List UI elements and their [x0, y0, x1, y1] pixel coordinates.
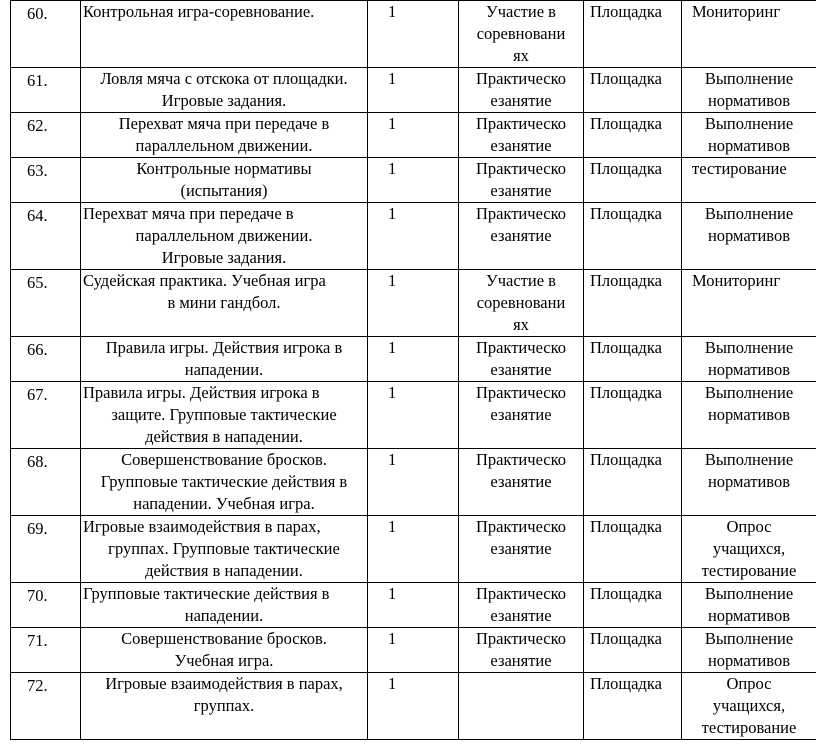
control-form-line: нормативов — [707, 651, 791, 670]
topic-line: действия в нападении. — [145, 427, 303, 446]
hours-cell — [368, 382, 459, 449]
lesson-form-line: езанятие — [490, 226, 552, 245]
table-row — [11, 516, 816, 583]
topic-line: Игровые задания. — [161, 91, 287, 110]
lesson-form-line: Практическо — [475, 584, 567, 603]
lesson-form-cell — [459, 203, 584, 270]
row-number: 61. — [27, 71, 48, 90]
hours-value: 1 — [388, 271, 397, 290]
place-value: Площадка — [590, 69, 662, 88]
control-form-line: Выполнение — [704, 450, 794, 469]
row-number: 60. — [27, 4, 48, 23]
hours-value: 1 — [388, 383, 397, 402]
topic-line: Контрольные нормативы — [136, 159, 312, 178]
row-number-cell — [11, 113, 81, 158]
place-value: Площадка — [590, 450, 662, 469]
table-row — [11, 68, 816, 113]
lesson-form-line: ях — [513, 315, 529, 334]
control-form-line: Выполнение — [704, 629, 794, 648]
topic-cell — [81, 158, 368, 203]
row-number-cell — [11, 68, 81, 113]
row-number-cell — [11, 382, 81, 449]
place-cell — [584, 449, 682, 516]
lesson-form-line: Практическо — [475, 450, 567, 469]
hours-value: 1 — [388, 114, 397, 133]
control-form-cell — [682, 449, 816, 516]
lesson-form-line: Практическо — [475, 69, 567, 88]
topic-cell — [81, 203, 368, 270]
lesson-form-line: ях — [513, 46, 529, 65]
control-form-line: тестирование — [692, 159, 787, 178]
lesson-form-line: езанятие — [490, 91, 552, 110]
place-cell — [584, 158, 682, 203]
topic-line: в мини гандбол. — [167, 293, 281, 312]
topic-line: Игровые взаимодействия в парах, — [105, 674, 343, 693]
control-form-cell — [682, 628, 816, 673]
lesson-form-cell — [459, 270, 584, 337]
lesson-plan-table — [10, 0, 816, 740]
topic-line: группах. Групповые тактические — [108, 539, 340, 558]
lesson-form-line: езанятие — [490, 539, 552, 558]
control-form-cell — [682, 68, 816, 113]
lesson-form-line: Практическо — [475, 629, 567, 648]
hours-cell — [368, 583, 459, 628]
topic-line: параллельном движении. — [135, 136, 313, 155]
topic-cell — [81, 628, 368, 673]
control-form-line: тестирование — [701, 718, 797, 737]
control-form-line: Выполнение — [704, 69, 794, 88]
hours-cell — [368, 270, 459, 337]
hours-cell — [368, 1, 459, 68]
lesson-form-line: езанятие — [490, 651, 552, 670]
lesson-plan-container — [10, 0, 816, 740]
hours-cell — [368, 628, 459, 673]
control-form-line: тестирование — [701, 561, 797, 580]
lesson-form-cell — [459, 68, 584, 113]
control-form-line: нормативов — [707, 226, 791, 245]
control-form-line: учащихся, — [712, 696, 786, 715]
control-form-line: Выполнение — [704, 204, 794, 223]
topic-line: Групповые тактические действия в — [100, 472, 348, 491]
topic-line: Игровые задания. — [161, 248, 287, 267]
hours-cell — [368, 516, 459, 583]
lesson-form-line: езанятие — [490, 405, 552, 424]
place-value: Площадка — [590, 114, 662, 133]
control-form-cell — [682, 1, 816, 68]
place-cell — [584, 583, 682, 628]
table-row — [11, 1, 816, 68]
table-row — [11, 337, 816, 382]
topic-line: Совершенствование бросков. — [121, 450, 327, 469]
place-cell — [584, 673, 682, 740]
row-number-cell — [11, 203, 81, 270]
place-cell — [584, 337, 682, 382]
row-number: 70. — [27, 586, 48, 605]
control-form-line: Выполнение — [704, 383, 794, 402]
topic-cell — [81, 382, 368, 449]
row-number-cell — [11, 337, 81, 382]
topic-line: Совершенствование бросков. — [121, 629, 327, 648]
hours-value: 1 — [388, 629, 397, 648]
control-form-cell — [682, 113, 816, 158]
lesson-form-line: Практическо — [475, 383, 567, 402]
lesson-form-cell — [459, 382, 584, 449]
control-form-cell — [682, 337, 816, 382]
control-form-cell — [682, 516, 816, 583]
table-row — [11, 158, 816, 203]
lesson-form-cell — [459, 113, 584, 158]
lesson-form-cell — [459, 516, 584, 583]
topic-line: Правила игры. Действия игрока в — [83, 383, 320, 402]
control-form-line: нормативов — [707, 472, 791, 491]
control-form-line: учащихся, — [712, 539, 786, 558]
control-form-line: Опрос — [726, 674, 772, 693]
control-form-cell — [682, 203, 816, 270]
topic-line: Судейская практика. Учебная игра — [83, 271, 326, 290]
place-cell — [584, 68, 682, 113]
place-value: Площадка — [590, 584, 662, 603]
row-number: 66. — [27, 340, 48, 359]
topic-line: нападении. Учебная игра. — [133, 494, 315, 513]
topic-cell — [81, 68, 368, 113]
place-cell — [584, 203, 682, 270]
hours-value: 1 — [388, 2, 397, 21]
topic-line: нападении. — [184, 360, 264, 379]
topic-line: (испытания) — [180, 181, 268, 200]
place-value: Площадка — [590, 2, 662, 21]
hours-cell — [368, 158, 459, 203]
hours-value: 1 — [388, 450, 397, 469]
lesson-form-line: езанятие — [490, 136, 552, 155]
control-form-line: Выполнение — [704, 584, 794, 603]
place-value: Площадка — [590, 204, 662, 223]
place-value: Площадка — [590, 159, 662, 178]
row-number-cell — [11, 1, 81, 68]
topic-line: Групповые тактические действия в — [83, 584, 330, 603]
table-row — [11, 628, 816, 673]
lesson-form-line: езанятие — [490, 472, 552, 491]
control-form-cell — [682, 583, 816, 628]
topic-line: параллельном движении. — [135, 226, 313, 245]
topic-line: Перехват мяча при передаче в — [83, 204, 294, 223]
topic-line: Игровые взаимодействия в парах, — [83, 517, 321, 536]
control-form-cell — [682, 270, 816, 337]
hours-value: 1 — [388, 159, 397, 178]
topic-line: защите. Групповые тактические — [111, 405, 337, 424]
control-form-line: Выполнение — [704, 114, 794, 133]
topic-cell — [81, 270, 368, 337]
lesson-form-cell — [459, 158, 584, 203]
topic-line: Учебная игра. — [174, 651, 274, 670]
topic-line: действия в нападении. — [145, 561, 303, 580]
topic-cell — [81, 337, 368, 382]
control-form-line: Опрос — [726, 517, 772, 536]
lesson-form-line: Практическо — [475, 517, 567, 536]
lesson-form-line: езанятие — [490, 181, 552, 200]
control-form-line: нормативов — [707, 136, 791, 155]
table-row — [11, 673, 816, 740]
table-row — [11, 382, 816, 449]
place-value: Площадка — [590, 271, 662, 290]
row-number: 67. — [27, 385, 48, 404]
hours-value: 1 — [388, 517, 397, 536]
row-number: 65. — [27, 273, 48, 292]
lesson-form-line: езанятие — [490, 606, 552, 625]
lesson-form-line: Практическо — [475, 204, 567, 223]
hours-value: 1 — [388, 674, 397, 693]
control-form-line: Мониторинг — [692, 271, 781, 290]
hours-cell — [368, 337, 459, 382]
hours-cell — [368, 673, 459, 740]
hours-value: 1 — [388, 204, 397, 223]
topic-cell — [81, 1, 368, 68]
topic-cell — [81, 583, 368, 628]
lesson-form-cell — [459, 583, 584, 628]
lesson-form-cell — [459, 337, 584, 382]
place-cell — [584, 270, 682, 337]
row-number-cell — [11, 516, 81, 583]
lesson-form-line: соревновани — [476, 293, 566, 312]
place-cell — [584, 516, 682, 583]
topic-line: нападении. — [184, 606, 264, 625]
table-row — [11, 270, 816, 337]
control-form-cell — [682, 673, 816, 740]
place-cell — [584, 1, 682, 68]
row-number: 64. — [27, 206, 48, 225]
lesson-form-cell — [459, 1, 584, 68]
control-form-line: нормативов — [707, 405, 791, 424]
place-cell — [584, 113, 682, 158]
row-number: 63. — [27, 161, 48, 180]
topic-cell — [81, 516, 368, 583]
hours-value: 1 — [388, 584, 397, 603]
place-value: Площадка — [590, 517, 662, 536]
lesson-form-line: езанятие — [490, 360, 552, 379]
control-form-line: Выполнение — [704, 338, 794, 357]
lesson-form-line: Практическо — [475, 159, 567, 178]
topic-line: Ловля мяча с отскока от площадки. — [100, 69, 348, 88]
row-number-cell — [11, 449, 81, 516]
row-number: 62. — [27, 116, 48, 135]
hours-cell — [368, 203, 459, 270]
control-form-line: Мониторинг — [692, 2, 781, 21]
control-form-line: нормативов — [707, 91, 791, 110]
hours-cell — [368, 68, 459, 113]
place-cell — [584, 382, 682, 449]
topic-line: Перехват мяча при передаче в — [118, 114, 330, 133]
table-row — [11, 583, 816, 628]
row-number-cell — [11, 583, 81, 628]
row-number: 69. — [27, 519, 48, 538]
control-form-cell — [682, 382, 816, 449]
place-value: Площадка — [590, 629, 662, 648]
table-row — [11, 449, 816, 516]
row-number: 72. — [27, 676, 48, 695]
control-form-cell — [682, 158, 816, 203]
lesson-form-line: Участие в — [486, 2, 556, 21]
place-cell — [584, 628, 682, 673]
table-row — [11, 113, 816, 158]
lesson-form-line: Практическо — [475, 338, 567, 357]
control-form-line: нормативов — [707, 606, 791, 625]
place-value: Площадка — [590, 674, 662, 693]
place-value: Площадка — [590, 338, 662, 357]
lesson-form-cell — [459, 673, 584, 740]
row-number-cell — [11, 628, 81, 673]
place-value: Площадка — [590, 383, 662, 402]
row-number-cell — [11, 270, 81, 337]
lesson-form-line: Участие в — [486, 271, 556, 290]
topic-cell — [81, 449, 368, 516]
lesson-form-cell — [459, 449, 584, 516]
hours-cell — [368, 449, 459, 516]
lesson-form-line: соревновани — [476, 24, 566, 43]
topic-line: Контрольная игра-соревнование. — [83, 2, 315, 21]
row-number: 71. — [27, 631, 48, 650]
control-form-line: нормативов — [707, 360, 791, 379]
table-row — [11, 203, 816, 270]
hours-value: 1 — [388, 69, 397, 88]
topic-line: Правила игры. Действия игрока в — [105, 338, 343, 357]
lesson-form-cell — [459, 628, 584, 673]
row-number: 68. — [27, 452, 48, 471]
hours-cell — [368, 113, 459, 158]
row-number-cell — [11, 158, 81, 203]
table-body — [11, 1, 816, 740]
row-number-cell — [11, 673, 81, 740]
topic-cell — [81, 673, 368, 740]
topic-line: группах. — [193, 696, 255, 715]
hours-value: 1 — [388, 338, 397, 357]
topic-cell — [81, 113, 368, 158]
lesson-form-line: Практическо — [475, 114, 567, 133]
